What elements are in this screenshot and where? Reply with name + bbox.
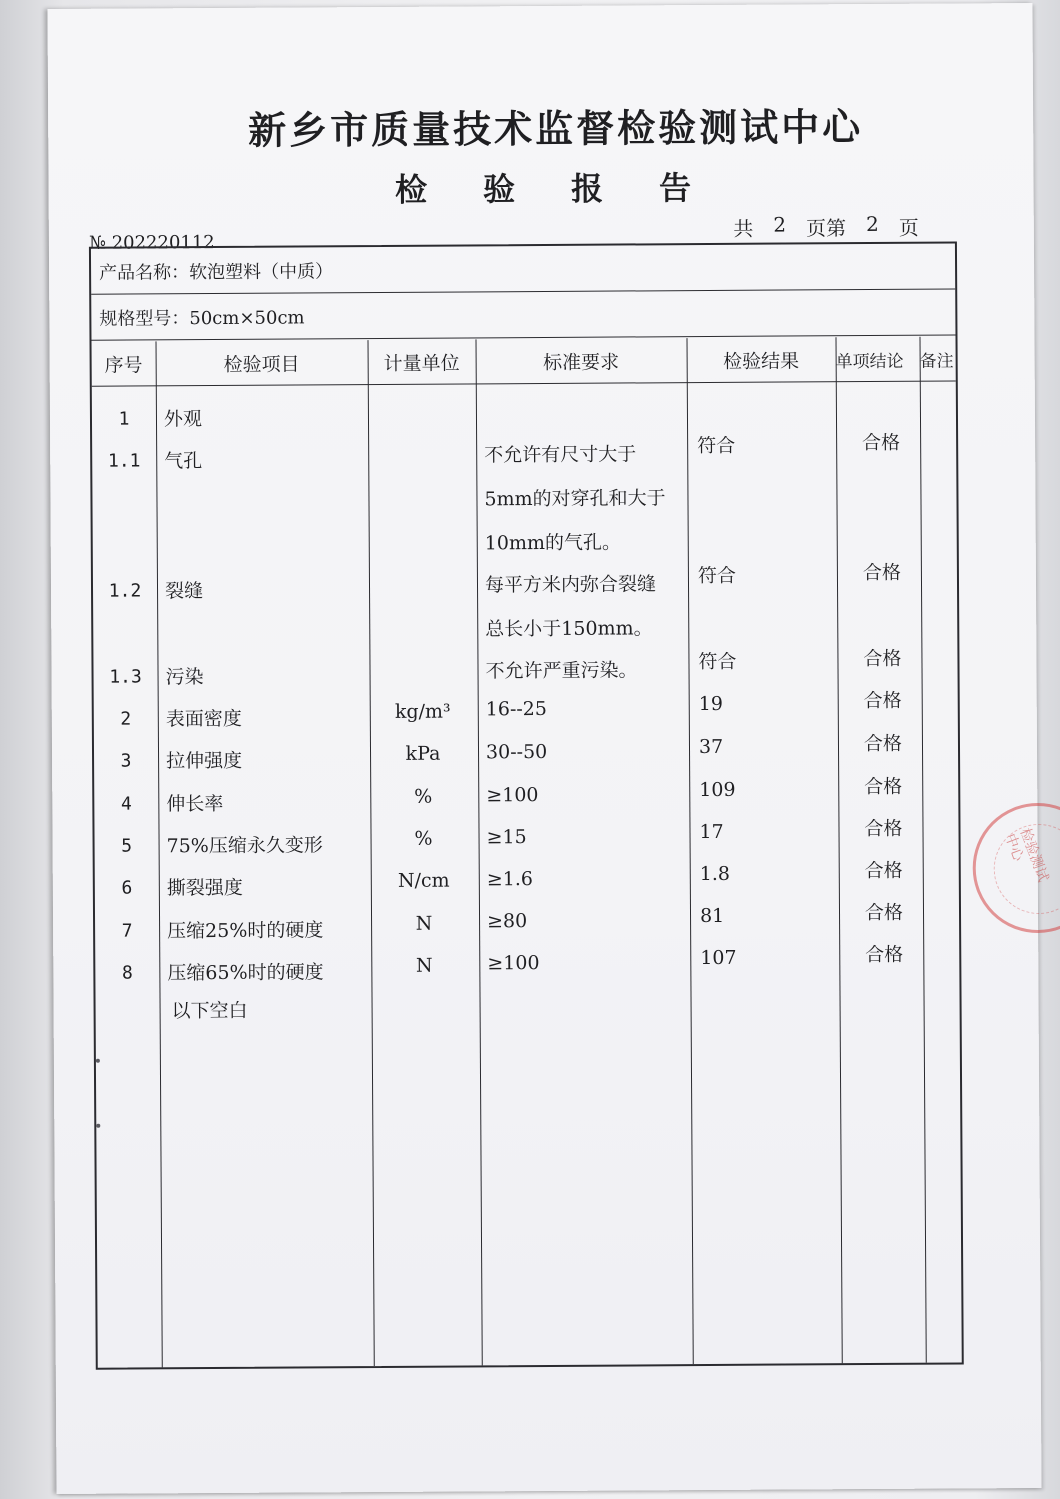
- row-item: 压缩65%时的硬度: [167, 961, 324, 985]
- row-standard-line: 16--25: [485, 697, 548, 721]
- page-suffix: 页: [898, 215, 919, 240]
- row-unit: N: [415, 954, 433, 977]
- row-standard-line: ≥100: [487, 952, 540, 975]
- binding-hole-mark: [96, 1059, 100, 1063]
- inspection-table: [89, 241, 964, 1369]
- row-unit: kg/m³: [394, 700, 451, 723]
- row-unit: N/cm: [397, 869, 450, 892]
- page-total: 2: [773, 212, 787, 237]
- row-item: 气孔: [164, 450, 203, 473]
- row-result: 符合: [697, 434, 736, 458]
- row-conclusion: 合格: [862, 431, 901, 455]
- blank-below-note: 以下空白: [171, 999, 248, 1023]
- row-item: 撕裂强度: [166, 876, 243, 900]
- row-result: 17: [699, 820, 724, 844]
- row-conclusion: 合格: [865, 943, 904, 967]
- row-standard-line: 每平方米内弥合裂缝: [484, 573, 657, 597]
- row-seq: 1.3: [109, 666, 142, 688]
- binding-hole-mark: [96, 1124, 100, 1128]
- row-conclusion: 合格: [863, 647, 902, 671]
- row-standard-line: 10mm的气孔。: [484, 531, 622, 555]
- row-seq: 8: [121, 962, 133, 984]
- column-divider: [368, 340, 375, 1366]
- row-item: 拉伸强度: [166, 749, 243, 773]
- row-standard-line: ≥1.6: [486, 868, 534, 891]
- page-current: 2: [865, 211, 879, 237]
- header-col-unit: 计量单位: [383, 352, 460, 375]
- row-result: 符合: [697, 564, 737, 588]
- column-divider: [919, 337, 926, 1363]
- row-item: 表面密度: [165, 707, 242, 731]
- header-col-seq: 序号: [104, 353, 143, 377]
- row-item: 75%压缩永久变形: [166, 834, 323, 858]
- page-current-label: 页第: [806, 216, 847, 241]
- header-col-result: 检验结果: [723, 349, 800, 373]
- row-unit: kPa: [405, 742, 441, 765]
- product-name-row: [91, 243, 955, 294]
- row-conclusion: 合格: [862, 561, 902, 585]
- row-result: 107: [700, 946, 737, 970]
- row-standard-line: 总长小于150mm。: [485, 617, 653, 641]
- product-spec-row: [91, 289, 955, 340]
- row-conclusion: 合格: [864, 775, 903, 799]
- seal-text: 检验测试中心: [1001, 826, 1051, 885]
- row-result: 109: [699, 778, 736, 802]
- row-standard-line: 不允许有尺寸大于: [484, 443, 637, 467]
- page-total-label: 共: [733, 216, 754, 241]
- row-item: 外观: [163, 408, 203, 431]
- row-standard-line: 5mm的对穿孔和大于: [484, 487, 666, 511]
- row-result: 19: [698, 692, 723, 716]
- row-seq: 4: [120, 793, 132, 815]
- organization-title: 新乡市质量技术监督检验测试中心: [248, 105, 864, 153]
- row-conclusion: 合格: [863, 732, 903, 756]
- row-result: 1.8: [699, 862, 731, 886]
- row-seq: 2: [120, 708, 132, 730]
- row-item: 压缩25%时的硬度: [167, 919, 324, 943]
- header-col-standard: 标准要求: [543, 351, 620, 374]
- row-result: 符合: [698, 650, 737, 674]
- row-seq: 1.2: [108, 580, 142, 602]
- row-item: 污染: [165, 666, 204, 689]
- row-seq: 5: [121, 835, 133, 857]
- row-standard-line: ≥80: [486, 910, 528, 933]
- product-name: 产品名称：软泡塑料（中质）: [99, 260, 334, 284]
- header-col-conclusion: 单项结论: [835, 351, 904, 372]
- row-result: 37: [698, 735, 724, 759]
- row-seq: 7: [121, 920, 133, 942]
- header-col-remark: 备注: [919, 350, 954, 372]
- row-standard-line: ≥100: [486, 784, 539, 807]
- row-conclusion: 合格: [864, 901, 904, 925]
- column-divider: [686, 338, 693, 1364]
- row-unit: %: [414, 785, 433, 808]
- row-conclusion: 合格: [864, 817, 903, 841]
- row-standard-line: ≥15: [486, 826, 527, 849]
- row-standard-line: 30--50: [485, 740, 548, 764]
- product-spec: 规格型号：50cm×50cm: [99, 306, 305, 330]
- row-seq: 1.1: [107, 450, 141, 472]
- column-divider: [475, 339, 482, 1365]
- official-seal: [972, 803, 1060, 934]
- row-seq: 6: [121, 877, 133, 899]
- row-item: 伸长率: [166, 792, 224, 816]
- report-title: 检验报告: [394, 168, 748, 209]
- row-unit: %: [414, 827, 433, 850]
- row-conclusion: 合格: [863, 689, 902, 713]
- row-conclusion: 合格: [864, 859, 903, 883]
- page-info: [733, 212, 919, 242]
- report-sheet: [47, 3, 1051, 1494]
- row-item: 裂缝: [164, 580, 204, 603]
- column-divider: [835, 337, 842, 1363]
- row-result: 81: [699, 904, 725, 928]
- report-number: № 202220112: [88, 232, 215, 254]
- row-standard-line: 不允许严重污染。: [485, 659, 638, 683]
- row-unit: N: [415, 912, 433, 935]
- row-seq: 3: [120, 750, 132, 772]
- row-seq: 1: [118, 408, 130, 430]
- header-col-item: 检验项目: [223, 352, 300, 376]
